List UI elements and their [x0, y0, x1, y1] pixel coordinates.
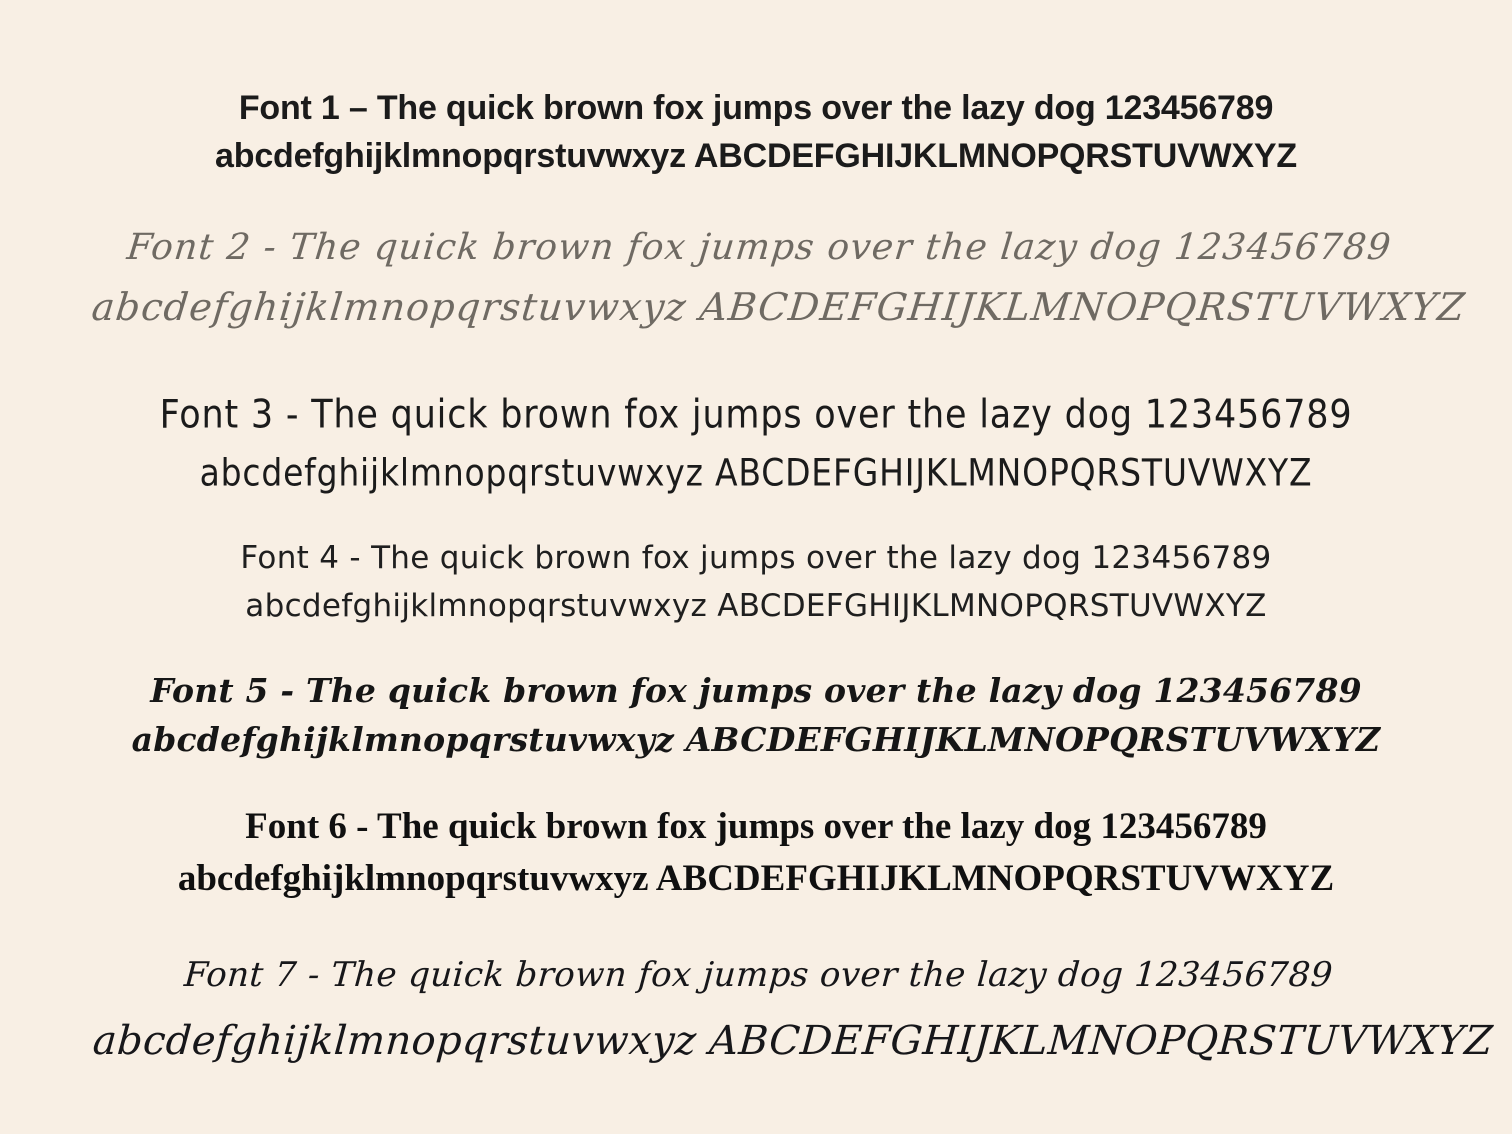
- specimen-6-line-1: Font 6 - The quick brown fox jumps over the lazy dog 123456789: [245, 805, 1267, 847]
- specimen-7-line-1: Font 7 - The quick brown fox jumps over the lazy dog 123456789: [182, 954, 1335, 995]
- specimen-3-line-2: abcdefghijklmnopqrstuvwxyz ABCDEFGHIJKLMNOPQRSTUVWXYZ: [199, 451, 1313, 496]
- specimen-1-line-1: Font 1 – The quick brown fox jumps over the lazy dog 123456789: [238, 89, 1274, 127]
- font-specimen-7: [90, 946, 1495, 1076]
- specimen-1-line-2: abcdefghijklmnopqrstuvwxyz ABCDEFGHIJKLMNOPQRSTUVWXYZ: [215, 137, 1297, 176]
- specimen-4-line-1: Font 4 - The quick brown fox jumps over the lazy dog 123456789: [240, 539, 1272, 576]
- specimen-5-line-1: Font 5 - The quick brown fox jumps over the lazy dog 123456789: [150, 670, 1362, 710]
- font-specimen-4: [95, 534, 1417, 630]
- specimen-7-line-2: abcdefghijklmnopqrstuvwxyz ABCDEFGHIJKLMNOPQRSTUVWXYZ: [91, 1017, 1495, 1064]
- font-specimen-5: [95, 666, 1417, 765]
- specimen-2-line-2: abcdefghijklmnopqrstuvwxyz ABCDEFGHIJKLMNOPQRSTUVWXYZ: [89, 284, 1468, 329]
- font-specimen-6: [95, 801, 1417, 906]
- font-specimen-1: [95, 84, 1417, 181]
- specimen-6-line-2: abcdefghijklmnopqrstuvwxyz ABCDEFGHIJKLMNOPQRSTUVWXYZ: [177, 858, 1335, 900]
- specimen-5-line-2: abcdefghijklmnopqrstuvwxyz ABCDEFGHIJKLMNOPQRSTUVWXYZ: [131, 720, 1381, 760]
- specimen-4-line-2: abcdefghijklmnopqrstuvwxyz ABCDEFGHIJKLMNOPQRSTUVWXYZ: [245, 587, 1267, 624]
- specimen-2-line-1: Font 2 - The quick brown fox jumps over the lazy dog 123456789: [125, 226, 1394, 268]
- font-specimen-3: [95, 386, 1417, 502]
- specimen-3-line-1: Font 3 - The quick brown fox jumps over the lazy dog 123456789: [159, 393, 1353, 438]
- font-specimen-2: [89, 219, 1468, 339]
